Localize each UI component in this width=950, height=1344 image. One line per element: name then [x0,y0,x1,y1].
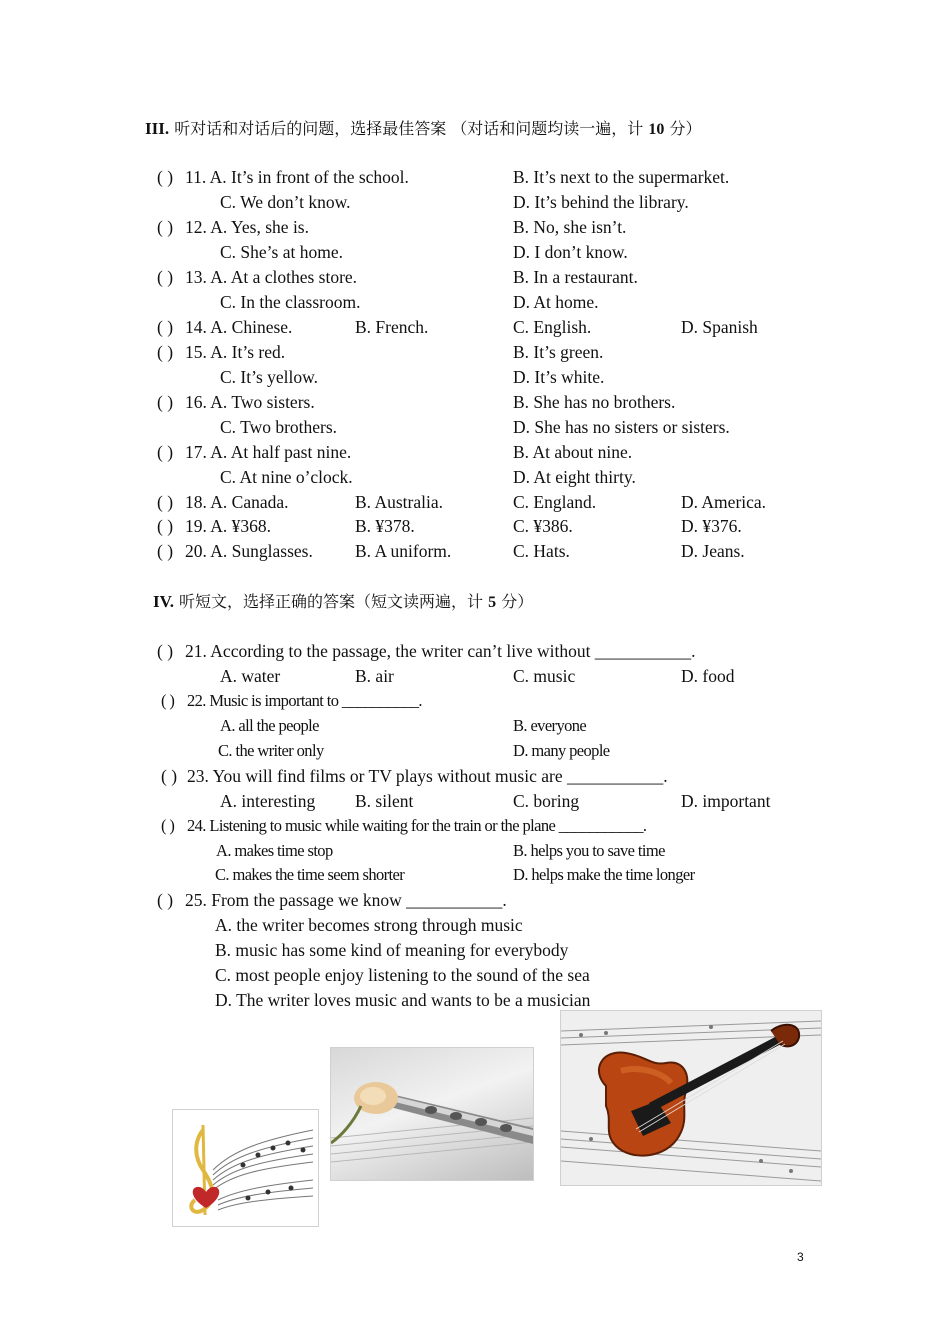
question-17-option-a: 17. A. At half past nine. [185,442,352,462]
question-22-options-1 [157,714,857,738]
section-3-title-suffix: 分） [669,119,702,138]
question-15-option-b: B. It’s green. [513,342,604,362]
question-13-option-d: D. At home. [513,292,599,312]
question-24-option-b: B. helps you to save time [513,841,665,860]
question-15-option-c: C. It’s yellow. [220,367,319,387]
question-12-option-c: C. She’s at home. [220,242,343,262]
question-24-options-1 [157,839,857,863]
question-23-option-a: A. interesting [220,791,316,811]
question-14-line [157,315,857,339]
question-18-option-b: B. Australia. [355,492,443,512]
question-19-option-b: B. ¥378. [355,516,415,536]
question-11-line-1 [157,165,857,189]
answer-paren[interactable]: ( ) [157,342,174,362]
page-number: 3 [797,1250,804,1264]
question-21-options [157,664,857,688]
question-24-stem-line [161,814,861,838]
question-13-line-1 [157,265,857,289]
question-18-line [157,490,857,514]
question-16-option-b: B. She has no brothers. [513,392,676,412]
answer-paren[interactable]: ( ) [157,167,174,187]
question-20-option-d: D. Jeans. [681,541,745,561]
question-21-option-c: C. music [513,666,576,686]
answer-paren[interactable]: ( ) [157,317,174,337]
question-22-stem-line [161,689,861,713]
question-25-option-c: C. most people enjoy listening to the sound of the sea [215,965,590,985]
question-13-option-b: B. In a restaurant. [513,267,638,287]
question-14-option-c: C. English. [513,317,592,337]
section-4-heading [153,589,533,612]
flute-rose-icon [330,1047,534,1181]
question-15-line-1 [157,340,857,364]
question-23-option-c: C. boring [513,791,580,811]
question-17-line-2 [157,465,857,489]
question-21-stem: 21. According to the passage, the writer can’t live without ___________. [185,641,696,661]
question-17-option-b: B. At about nine. [513,442,633,462]
question-19-line [157,514,857,538]
question-22-options-2 [157,739,857,763]
question-24-option-d: D. helps make the time longer [513,865,695,884]
question-13-option-c: C. In the classroom. [220,292,361,312]
section-4-title: 听短文，选择正确的答案（短文读两遍，计 [179,592,484,611]
question-25-option-a: A. the writer becomes strong through music [215,915,523,935]
question-22-option-a: A. all the people [220,716,319,735]
section-3-title: 听对话和对话后的问题，选择最佳答案 （对话和问题均读一遍，计 [174,119,644,138]
question-14-option-a: 14. A. Chinese. [185,317,293,337]
question-25-option-d: D. The writer loves music and wants to be a musician [215,990,591,1010]
question-23-stem: 23. You will find films or TV plays without music are ___________. [187,766,668,786]
question-16-line-2 [157,415,857,439]
question-15-option-a: 15. A. It’s red. [185,342,286,362]
question-12-line-2 [157,240,857,264]
answer-paren[interactable]: ( ) [157,492,174,512]
question-12-option-d: D. I don’t know. [513,242,628,262]
answer-paren[interactable]: ( ) [157,516,174,536]
section-3-points: 10 [648,121,665,138]
question-20-option-a: 20. A. Sunglasses. [185,541,313,561]
question-18-option-c: C. England. [513,492,597,512]
answer-paren[interactable]: ( ) [161,766,178,786]
question-11-option-b: B. It’s next to the supermarket. [513,167,730,187]
question-16-option-d: D. She has no sisters or sisters. [513,417,730,437]
question-12-line-1 [157,215,857,239]
question-13-line-2 [157,290,857,314]
question-11-option-a: 11. A. It’s in front of the school. [185,167,409,187]
answer-paren[interactable]: ( ) [157,641,174,661]
question-11-line-2 [157,190,857,214]
answer-paren[interactable]: ( ) [157,267,174,287]
question-17-option-d: D. At eight thirty. [513,467,636,487]
question-25-stem: 25. From the passage we know ___________. [185,890,507,910]
answer-paren[interactable]: ( ) [157,541,174,561]
question-25-option-b: B. music has some kind of meaning for everybody [215,940,569,960]
question-22-stem: 22. Music is important to __________. [187,691,422,710]
question-15-option-d: D. It’s white. [513,367,605,387]
answer-paren[interactable]: ( ) [157,442,174,462]
question-14-option-d: D. Spanish [681,317,758,337]
question-16-option-c: C. Two brothers. [220,417,338,437]
question-18-option-d: D. America. [681,492,767,512]
question-20-line [157,539,857,563]
question-21-stem-line [157,639,857,663]
question-11-option-d: D. It’s behind the library. [513,192,689,212]
question-21-option-d: D. food [681,666,735,686]
answer-paren[interactable]: ( ) [161,816,175,835]
section-3-heading [145,116,702,139]
question-17-line-1 [157,440,857,464]
question-22-option-c: C. the writer only [218,741,324,760]
treble-clef-heart-icon [172,1109,319,1227]
question-20-option-c: C. Hats. [513,541,570,561]
section-4-title-suffix: 分） [501,592,534,611]
question-23-option-d: D. important [681,791,771,811]
question-21-option-a: A. water [220,666,281,686]
question-12-option-b: B. No, she isn’t. [513,217,627,237]
question-23-option-b: B. silent [355,791,414,811]
question-19-option-c: C. ¥386. [513,516,573,536]
question-16-line-1 [157,390,857,414]
question-20-option-b: B. A uniform. [355,541,452,561]
answer-paren[interactable]: ( ) [157,392,174,412]
question-22-option-b: B. everyone [513,716,587,735]
question-16-option-a: 16. A. Two sisters. [185,392,315,412]
question-19-option-d: D. ¥376. [681,516,742,536]
question-14-option-b: B. French. [355,317,429,337]
question-12-option-a: 12. A. Yes, she is. [185,217,309,237]
question-23-options [157,789,857,813]
question-15-line-2 [157,365,857,389]
violin-icon [560,1010,822,1186]
answer-paren[interactable]: ( ) [157,890,174,910]
section-3-label: III. [145,119,170,138]
section-4-points: 5 [488,594,497,611]
section-4-label: IV. [153,592,174,611]
question-22-option-d: D. many people [513,741,610,760]
question-24-option-a: A. makes time stop [216,841,333,860]
question-18-option-a: 18. A. Canada. [185,492,289,512]
question-13-option-a: 13. A. At a clothes store. [185,267,358,287]
question-19-option-a: 19. A. ¥368. [185,516,272,536]
question-24-option-c: C. makes the time seem shorter [215,865,405,884]
question-25-stem-line [157,888,857,912]
question-24-stem: 24. Listening to music while waiting for the train or the plane ___________. [187,816,647,835]
answer-paren[interactable]: ( ) [157,217,174,237]
question-17-option-c: C. At nine o’clock. [220,467,353,487]
question-21-option-b: B. air [355,666,394,686]
question-11-option-c: C. We don’t know. [220,192,351,212]
question-24-options-2 [157,863,857,887]
question-23-stem-line [161,764,861,788]
answer-paren[interactable]: ( ) [161,691,175,710]
